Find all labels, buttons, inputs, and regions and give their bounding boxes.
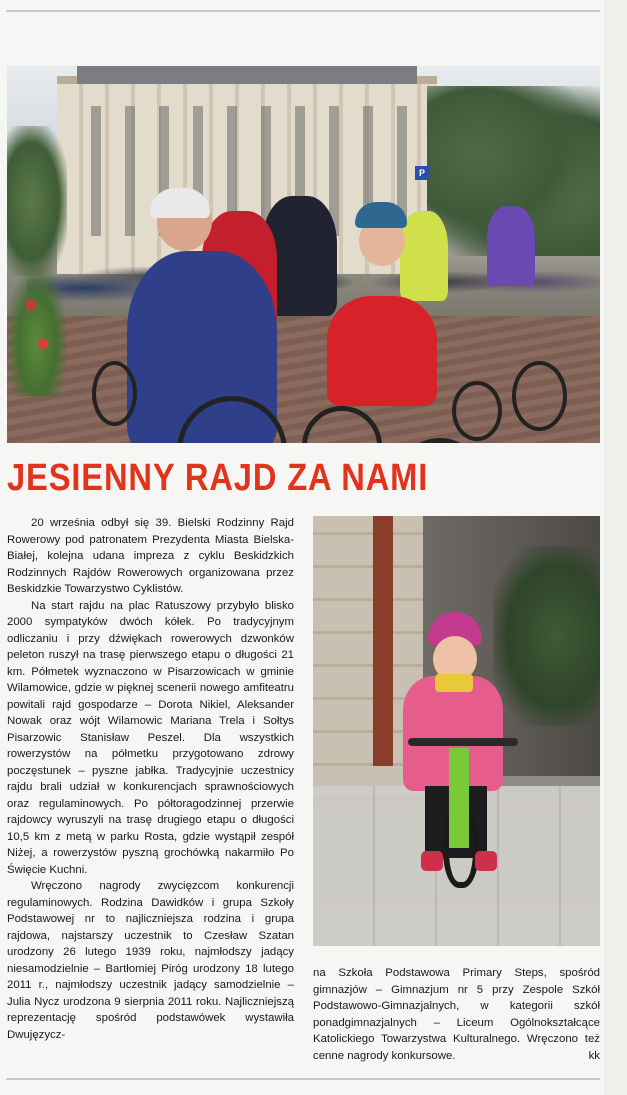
paragraph: Wręczono nagrody zwycięzcom konkurencji regulaminowych. Rodzina Dawidków i grupa Szkoły Podstawowej nr to najliczniejsza rodzina i grupa rajdowa, najstarszy uczestnik to Czesław Szatan urodzony 26 lutego 1939 roku, najmłodszy jadący niesamodzielnie – Bartłomiej Piróg urodzony 18 lutego 2011 r., najmłodszy uczestnik jadący samodzielnie – Julia Nycz urodzona 9 sierpnia 2011 roku. Najliczniejszą reprezentację spośród podstawówek wystawiła Dwujęzycz-	[7, 880, 294, 1041]
building-roof	[77, 66, 417, 84]
article-headline: JESIENNY RAJD ZA NAMI	[7, 457, 429, 499]
paragraph	[313, 965, 600, 1064]
flower-planter	[7, 266, 67, 396]
tree	[493, 546, 600, 726]
bottom-rule	[6, 1078, 600, 1080]
paragraph: 20 września odbył się 39. Bielski Rodzinny Rajd Rowerowy pod patronatem Prezydenta Miasta Bielska-Białej, kolejna udana impreza z cyklu Beskidzkich Rodzinnych Rajdów Rowerowych organizowana przez Beskidzkie Towarzystwo Cyklistów.	[7, 517, 294, 595]
page-edge	[604, 0, 627, 1095]
wooden-door	[373, 516, 393, 766]
bike-wheel	[512, 361, 567, 431]
balance-bike-handlebar	[408, 738, 518, 746]
boy-red-jacket	[327, 296, 437, 406]
paragraph-text: na Szkoła Podstawowa Primary Steps, spośród gimnazjów – Gimnazjum nr 5 przy Zespole Szkół Podstawowo-Gimnazjalnych, w kategorii szkół ponadgimnazjalnych – Liceum Ogólnokształcące Katolickiego Towarzystwa Kulturalnego. Wręczono też cenne nagrody konkursowe.	[313, 967, 600, 1062]
bike-wheel	[452, 381, 502, 441]
cyclist-yellow-vest	[400, 211, 448, 301]
balance-bike-frame	[449, 748, 469, 848]
child-shoe	[421, 851, 443, 871]
article-body-left	[7, 515, 294, 1043]
yellow-scarf	[435, 674, 473, 692]
paragraph: Na start rajdu na plac Ratuszowy przybyło blisko 2000 sympatyków dwóch kółek. Po tradycyjnym odliczaniu i przy dźwiękach rowerowych dzwonków peleton ruszył na trasę pierwszego etapu o długości 21 km. Półmetek wyznaczono w Pisarzowicach w gminie Wilamowice, gdzie w pięknej scenerii nowego amfiteatru powitali rajd gospodarze – Dorota Nikiel, Aleksander Nowak oraz wójt Wilamowic Mariana Trela i Sołtys Pisarzowic Stanisław Peszel. Dla wszystkich rowerzystów na półmetku przygotowano zdrowy poczęstunek – pyszne jabłka. Tradycyjnie uczestnicy rajdu brali udział w konkurencjach sprawnościowych oraz regulaminowych. Po półtoragodzinnej przerwie rajdowcy wyruszyli na trasę drugiego etapu o długości 10,5 km z metą w parku Rosta, gdzie wystąpił zespół Niżej, a rowerzystów pyszną grochówką nakarmiło Po Święcie Kuchni.	[7, 599, 294, 876]
bike-wheel	[92, 361, 137, 426]
blue-helmet-icon	[355, 202, 407, 228]
top-rule	[6, 10, 600, 12]
right-photo-child-bike	[313, 516, 600, 946]
cyclist-purple-jacket	[487, 206, 535, 286]
child-shoe	[475, 851, 497, 871]
parking-sign-icon: P	[415, 166, 429, 180]
article-body-right	[313, 965, 600, 1064]
top-photo-cyclists	[7, 66, 600, 443]
author-signature: kk	[588, 1049, 600, 1062]
